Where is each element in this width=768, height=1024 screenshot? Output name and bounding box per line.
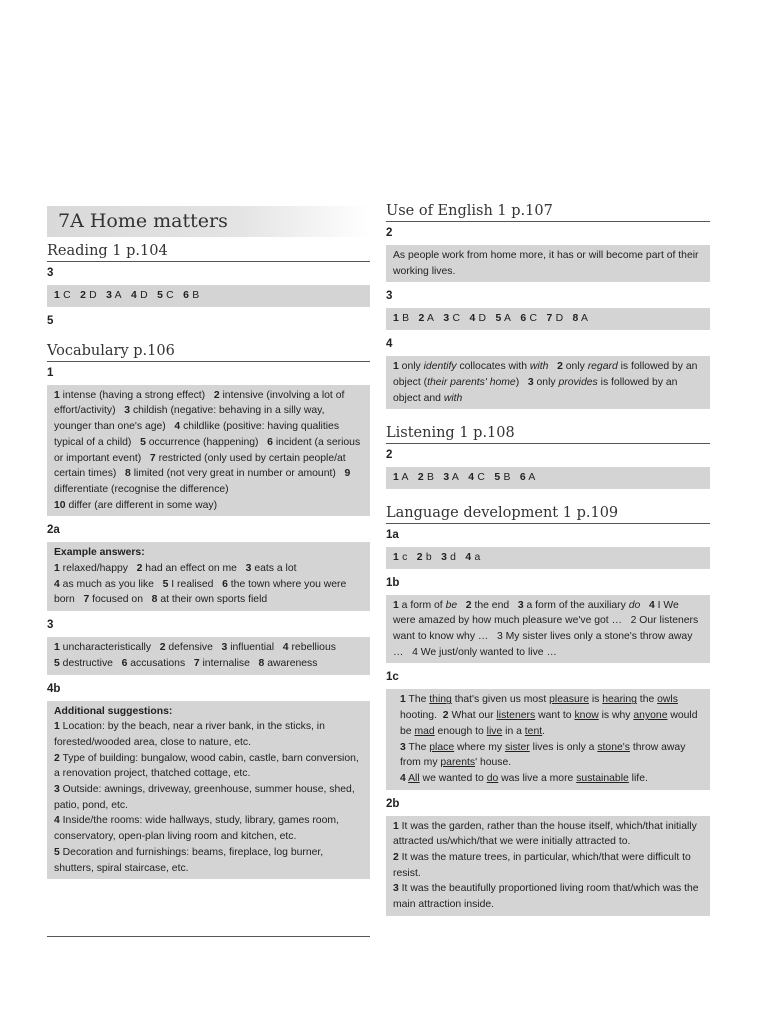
uoe-ex3-answers: 1 B 2 A 3 C 4 D 5 A 6 C 7 D 8 A [386,308,710,330]
vocab-ex1-answers: 1 intense (having a strong effect) 2 intensive (involving a lot of effort/activity) 3 childish (negative: behaving in a silly way, younger than one's age) 4 childlike (positive: having qualities typical of a child) 5 occurrence (happening) 6 incident (a serious or important event) 7 restricted (only used by certain people/at certain times) 8 limited (not very great in number or amount) 9 differentiate (recognise the difference) 10 differ (are different in some way) [47,385,370,517]
ld-ex1a-label: 1a [386,528,399,541]
listening-ex2-label: 2 [386,449,393,462]
vocab-ex4b-answers: Additional suggestions: 1 Location: by the beach, near a river bank, in the sticks, in forested/wooded area, close to nature, etc. 2 Type of building: bungalow, wood cabin, castle, barn conversion, a renovation project, thatched cottage, etc. 3 Outside: awnings, driveway, greenhouse, summer house, shed, patio, pond, etc. 4 Inside/the rooms: wide hallways, study, library, games room, conservatory, open-plan living room and kitchen, etc. 5 Decoration and furnishings: beams, fireplace, log burner, shutters, spiral staircase, etc. [47,701,370,880]
uoe-ex2-answer: As people work from home more, it has or will become part of their working lives. [386,245,710,282]
reading-ex3-label: 3 [47,267,54,279]
vocab-ex1-label: 1 [47,366,54,379]
ld-ex2b-answers: 1 It was the garden, rather than the house itself, which/that initially attracted us/which/that we were initially attracted to. 2 It was the mature trees, in particular, which/that were difficult to resist. 3 It was the beautifully proportioned living room that/which was the main attraction inside. [386,816,710,916]
ld-ex1c-label: 1c [386,671,399,684]
uoe-ex2-label: 2 [386,227,393,239]
ld-ex1c-answers: 1 The thing that's given us most pleasure is hearing the owls hooting. 2 What our listeners want to know is why anyone would be mad enough to live in a tent. 3 The place where my sister lives is only a stone's throw away from my parents' house. 4 All we wanted to do was live a more sustainable life. [386,689,710,789]
uoe-ex4-answers: 1 only identify collocates with with 2 only regard is followed by an object (their parents' home) 3 only provides is followed by an object and with [386,356,710,409]
use-of-english-heading: Use of English 1 p.107 [386,203,710,222]
uoe-ex3-label: 3 [386,290,393,303]
vocab-ex2a-label: 2a [47,524,60,537]
right-column [386,203,710,924]
ld-ex1a-answers: 1 c 2 b 3 d 4 a [386,547,710,569]
vocab-ex4b-label: 4b [47,682,61,695]
language-development-heading: Language development 1 p.109 [386,505,710,524]
reading-ex3-answers: 1 C 2 D 3 A 4 D 5 C 6 B [47,285,370,307]
left-column [47,206,370,887]
vocabulary-heading: Vocabulary p.106 [47,343,370,362]
reading-heading: Reading 1 p.104 [47,243,370,262]
listening-ex2-answers: 1 A 2 B 3 A 4 C 5 B 6 A [386,467,710,489]
uoe-ex4-label: 4 [386,338,393,351]
vocab-ex2a-answers: Example answers: 1 relaxed/happy 2 had an effect on me 3 eats a lot 4 as much as you like 5 I realised 6 the town where you were born 7 focused on 8 at their own sports field [47,542,370,611]
listening-heading: Listening 1 p.108 [386,425,710,444]
ld-ex1b-answers: 1 a form of be 2 the end 3 a form of the auxiliary do 4 I We were amazed by how much pleasure we've got … 2 Our listeners want to know why … 3 My sister lives only a stone's throw away … 4 We just/only wanted to live … [386,595,710,664]
bottom-rule [47,936,370,937]
reading-ex5-label: 5 [47,314,54,327]
vocab-ex3-label: 3 [47,619,54,632]
ld-ex1b-label: 1b [386,576,400,589]
unit-title: 7A Home matters [47,206,370,237]
vocab-ex3-answers: 1 uncharacteristically 2 defensive 3 influential 4 rebellious 5 destructive 6 accusations 7 internalise 8 awareness [47,637,370,674]
ld-ex2b-label: 2b [386,797,400,810]
